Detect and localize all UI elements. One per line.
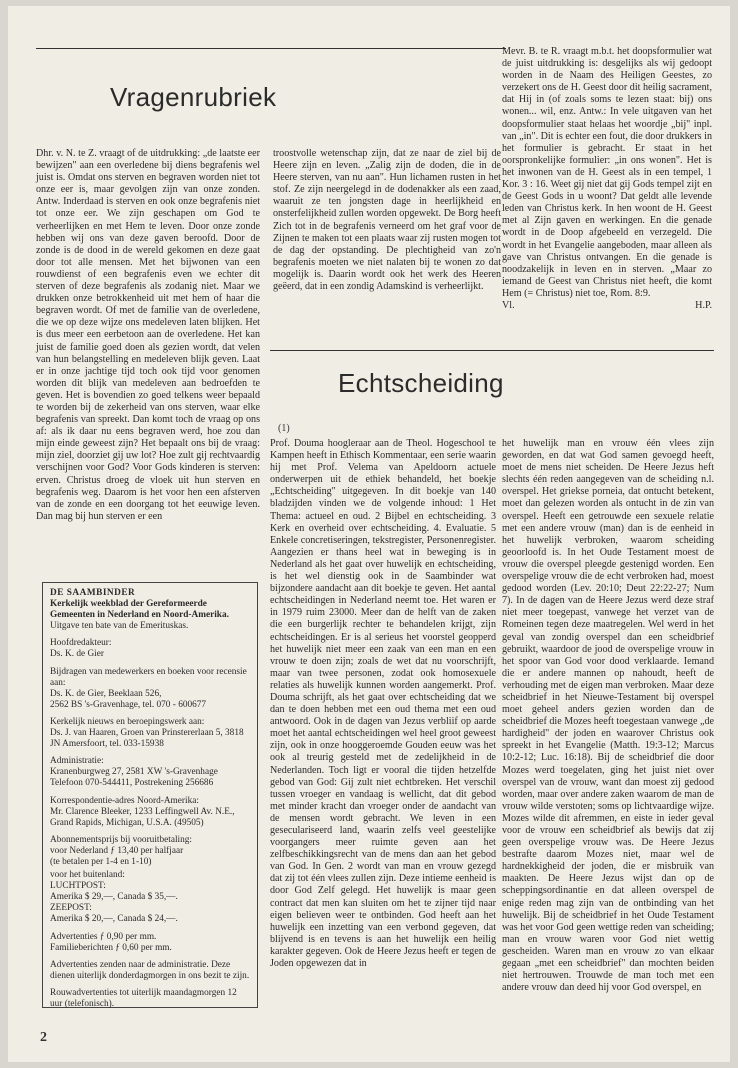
signature-right: H.P. xyxy=(695,299,712,311)
signature-left: Vl. xyxy=(502,299,515,311)
article-part-number: (1) xyxy=(278,423,290,434)
colofon-ads-deadline: Advertenties zenden naar de administratie. Deze dienen uiterlijk donderdagmorgen in ons bezit te zijn. xyxy=(50,959,250,981)
page-number: 2 xyxy=(40,1030,47,1045)
section-title-echtscheiding: Echtscheiding xyxy=(338,368,504,398)
vragen-text-1: Dhr. v. N. te Z. vraagt of de uitdrukking: „de laatste eer bewijzen" aan een overledene bij diens begrafenis wel juist is. Omdat ons sterven en begraven worden niet tot onze eer is, maar gevolgen zijn van onze zonden. Antw. Inderdaad is sterven en ook onze begrafenis niet tot onze eer. We zijn geschapen om God te verheerlijken en met Hem te leven. Door onze zonde hebben wij ons van deze gaven beroofd. Door de zonde is de dood in de wereld gekomen en deze gaat door tot alle mensen. Met het bijwonen van een rouwdienst of een begrafenis even we echter dit sterven of deze begrafenis als zodanig niet. Maar we drukken onze betrokkenheid uit met hem of haar die begraven wordt. Of met de familie van de overledene, die we op deze wijze ons medeleven laten blijken. Het is dus meer een eerbetoon aan de overledene. Het kan juist de familie goed doen als gezien wordt, dat velen van hun belangstelling en medeleven blijk geven. Laat er in onze jachtige tijd toch ook tijd voor genomen worden dit blijk van medeleven aan bedroefden te geven. Het is bovendien zo goed telkens weer bepaald te worden bij de zekerheid van ons sterven, waar elke begrafenis van spreekt. Dan komt toch de vraag op ons af: als ik daar nu eens begraven werd, hoe zou dan mijn einde geweest zijn? Het bepaalt ons bij de vraag: mijn ziel, doorziet gij uw lot? Hoe zult gij rechtvaardig verschijnen voor God? Voor Gods kinderen is sterven: erven. Christus droeg de vloek uit hun sterven en begrafenis weg. Daarom is het voor hen een afsterven van de zonde en een doorgang tot het eeuwige leven. Dan mag bij hun sterven er een xyxy=(36,148,260,522)
section-title-vragenrubriek: Vragenrubriek xyxy=(110,82,277,112)
colofon-title: DE SAAMBINDER xyxy=(50,588,136,598)
colofon-subtitle: Kerkelijk weekblad der Gereformeerde Gemeenten in Nederland en Noord-Amerika. xyxy=(50,599,229,621)
colofon-correspondence: Korrespondentie-adres Noord-Amerika: Mr. Clarence Bleeker, 1233 Leffingwell Av. N.E., Grand Rapids, Michigan, U.S.A. (49505) xyxy=(50,795,235,828)
colofon-subscription: Abonnementsprijs bij vooruitbetaling: voor Nederland ƒ 13,40 per halfjaar (te betalen per 1-4 en 1-10) xyxy=(50,834,193,867)
colofon-editor: Hoofdredakteur: Ds. K. de Gier xyxy=(50,638,112,660)
echt-column-1 xyxy=(270,438,496,970)
vragen-column-1 xyxy=(36,148,260,523)
vragen-column-3 xyxy=(502,46,712,312)
newspaper-page xyxy=(8,6,730,1062)
vragen-text-3: Mevr. B. te R. vraagt m.b.t. het doopsformulier wat de juist uitdrukking is: desgelijks als wij gedoopt worden in de Naam des Heiligen Geestes, zo verzekert ons de H. Geest door dit heilig sacrament, dat Hij in (of zoals soms te lezen staat: bij) ons wonen... wil, enz. Antw.: In vele uitgaven van het doopsformulier staat helaas het woordje „bij" inpl. van „in". Dit is echter een fout, die door drukkers in het formulier is gebracht. Er staat in het oorspronkelijke formulier: „in ons wonen". Het is het inwonen van de H. Geest als in een tempel, 1 Kor. 3 : 16. Weet gij niet dat gij Gods tempel zijt en de Geest Gods in u woont? Dat geldt alle levende leden van Christus kerk. In hen woont de H. Geest met al Zijn gaven en werkingen. En die genade wordt in de Doop afgebeeld en verzegeld. Die wordt in het Evangelie aangeboden, maar alleen als gave van Christus ontvangen. En die genade is noodzakelijk in leven en in sterven. „Maar zo iemand de Geest van Christus niet heeft, die komt Hem (= Christus) niet toe, Rom. 8:9. xyxy=(502,46,712,299)
colofon-church-news: Kerkelijk nieuws en beroepingswerk aan: Ds. J. van Haaren, Groen van Prinstererlaan 5, 3818 JN Amersfoort, tel. 033-15938 xyxy=(50,716,244,750)
echt-text-2: het huwelijk man en vrouw één vlees zijn geworden, en dat wat God samen gevoegd heeft, moet de mens niet scheiden. De Heere Jezus heft slechts één reden aangegeven van de scheiding n.l. overspel. Het griekse porneia, dat ontucht betekent, moet dan gelezen worden als ontucht in de zin van overspel. Heeft een getrouwde een sexuele relatie met een andere vrouw (man) dan is de eenheid in het huwelijk verbroken, waarom scheiding geoorloofd is. In het Oude Testament moest de vrouw die overspel pleegde gestenigd worden. Een overspelige vrouw die de echt verbroken had, moest gedood worden (Lev. 20:10; Deut 22:22-27; Num 7). In de dagen van de Heere Jezus werd deze straf niet meer toegepast, vanwege het verzet van de Romeinen tegen deze maatregelen. Wel werd in het geval van zondig overspel dan een scheidbrief gebruikt, waardoor de jood de overspelige vrouw in het spoor van God voor dood verklaarde. Iemand die er andere mannen op nahoudt, heeft de verhouding met de eigen man verbroken. Maar deze scheidbrief in het Nieuwe-Testament bij overspel moet geheel anders gezien worden dan de scheidbrief die Mozes heeft toegestaan vanwege „de hardigheid" der joden en waarover Christus ook spreekt in het Evangelie (Matth. 19:3-12; Marcus 10:2-12; Luc. 16:18). Bij de scheidbrief die door Mozes werd toegelaten, ging het juist niet over overspel van de vrouw, want dan moest zij gedood worden, maar over andere zaken waarom de man de vrouw wilde verstoten; soms op lichtvaardige wijze. Mozes wilde dit afremmen, en eiste in ieder geval voor de vrouw een scheidbrief als bewijs dat zij geen overspelige vrouw was. De Heere Jezus bestrafte daarom Mozes niet, maar wel de hardnekkigheid der joden, die er misbruik van maakten. De Heere Jezus wijst dan op de scheppingsordinantie en dat alleen overspel de enige reden mag zijn van de ontbinding van het huwelijk. Bij de scheidbrief in het Oude Testament was het voor God geen wettige reden van scheiding; man en vrouw waren voor God niet wettig gescheiden. Waren man en vrouw zo van elkaar gegaan „met een scheidbrief" dan mochten beiden niet hertrouwen. Trouwde de man toch met een andere vrouw dan deed hij voor God overspel, en xyxy=(502,438,714,994)
section-rule xyxy=(270,350,714,351)
colofon-publisher: Uitgave ten bate van de Emerituskas. xyxy=(50,621,189,632)
echt-column-2 xyxy=(502,438,714,994)
top-rule xyxy=(36,48,506,49)
colofon-mourning: Rouwadvertenties tot uiterlijk maandagmorgen 12 uur (telefonisch). xyxy=(50,987,237,1009)
colofon-ads: Advertenties ƒ 0,90 per mm. Familieberichten ƒ 0,60 per mm. xyxy=(50,931,172,953)
vragen-text-2: troostvolle wetenschap zijn, dat ze naar de ziel bij de Heere zijn en leven. „Zalig zijn de doden, die in de Heere sterven, van nu aan". Hun lichamen rusten in het stof. Ze zijn neergelegd in de dodenakker als een zaad, waaruit ze ten jongsten dage in heerlijkheid en onsterfelijkheid zullen worden opgewekt. De Borg heeft Zich tot in de begrafenis verneerd om het graf voor de Zijnen te maken tot een plaats waar zij rusten mogen tot de dag der opstanding. De plechtigheid van zo'n begrafenis moeten we niet nalaten bij te wonen zo dat mogelijk is. Daarin wordt ook het werk des Heeren geëerd, dat in een zondig Adamskind is verheerlijkt. xyxy=(273,148,501,293)
echt-text-1: Prof. Douma hoogleraar aan de Theol. Hogeschool te Kampen heeft in Ethisch Kommentaar, een serie waarin hij met Prof. Velema van Apeldoorn actuele onderwerpen uit de ethiek behandeld, het boekje „Echtscheiding" uitgegeven. In dit boekje van 140 bladzijden vinden we de volgende inhoud: 1 Het Thema: actueel en oud. 2 Bijbel en echtscheiding. 3 Kerk en overheid over echtscheiding. 4. Evaluatie. 5 Enkele concretiseringen, tekstregister, Personenregister. Aangezien er thans heel wat in beweging is in Nederland als het gaat over huwelijk en echtscheiding, is het wel dienstig ook in de Saambinder wat bijzondere aandacht aan dit boekje te geven. Het aantal echtscheidingen in Nederland neemt toe. Het waren er in 1979 ruim 23000. Meer dan de helft van de zaken die een burgerlijk rechter te behandelen krijgt, zijn echtscheidingen. Er is al serieus het voorstel geopperd het huwelijk niet meer een zaak van een man en een vrouw te doen zijn; zoals de wet dat nu voorschrijft, maar van twee personen, zodat ook homosexuele relaties als huwelijk kunnen worden aangemerkt. Prof. Douma schrijft, als het gaat over echtscheiding dat we dan te doen hebben met een oud thema met een oud antwoord. Ook in de dagen van Jezus verbliif op aarde moet het aantal echtscheidingen wel heel groot geweest zijn, ook in onze hooggeroemde Gouden eeuw was het ook al treurig gesteld met de zedelijkheid in de Nederlanden. Toch ligt er vooral die tijden hetzelfde gebod van God: Gij zult niet echtbreken. Het verschil tussen vroeger en vandaag is wellicht, dat dit gebod met minder kracht dan vroeger onder de aandacht van de mensen wordt gebracht. We leven in een geseculariseerd land, waarin zelfs veel geestelijke voorgangers meer ruimte geven aan het zelfbeschikkingsrecht van de mens dan aan het gebod van God. In Gen. 2 wordt van man en vrouw gezegd dat zij tot één vlees zullen zijn. Deze intieme eenheid is door God Zelf gelegd. Het huwelijk is maar geen contract dat men kan sluiten om het te zijner tijd naar eigen believen weer te ontbinden. God heeft aan het huwelijk een inzetting van een verbond gegeven, dat blijvend is en tevens is aan het huwelijk een heilig karakter gegeven. Ook de Heere Jezus heeft er tegen de Joden opgewezen dat in xyxy=(270,438,496,970)
colofon-abroad: voor het buitenland: LUCHTPOST: Amerika $ 29,—, Canada $ 35,—. ZEEPOST: Amerika $ 20,—, Canada $ 24,—. xyxy=(50,870,178,925)
colofon-box xyxy=(42,582,258,1008)
signature-row xyxy=(502,300,712,312)
colofon-administration: Administratie: Kranenburgweg 27, 2581 XW 's-Gravenhage Telefoon 070-544411, Postrekening 256686 xyxy=(50,756,218,789)
colofon-contributions: Bijdragen van medewerkers en boeken voor recensie aan: Ds. K. de Gier, Beeklaan 526, 2562 BS 's-Gravenhage, tel. 070 - 600677 xyxy=(50,666,247,710)
vragen-column-2 xyxy=(273,148,501,293)
